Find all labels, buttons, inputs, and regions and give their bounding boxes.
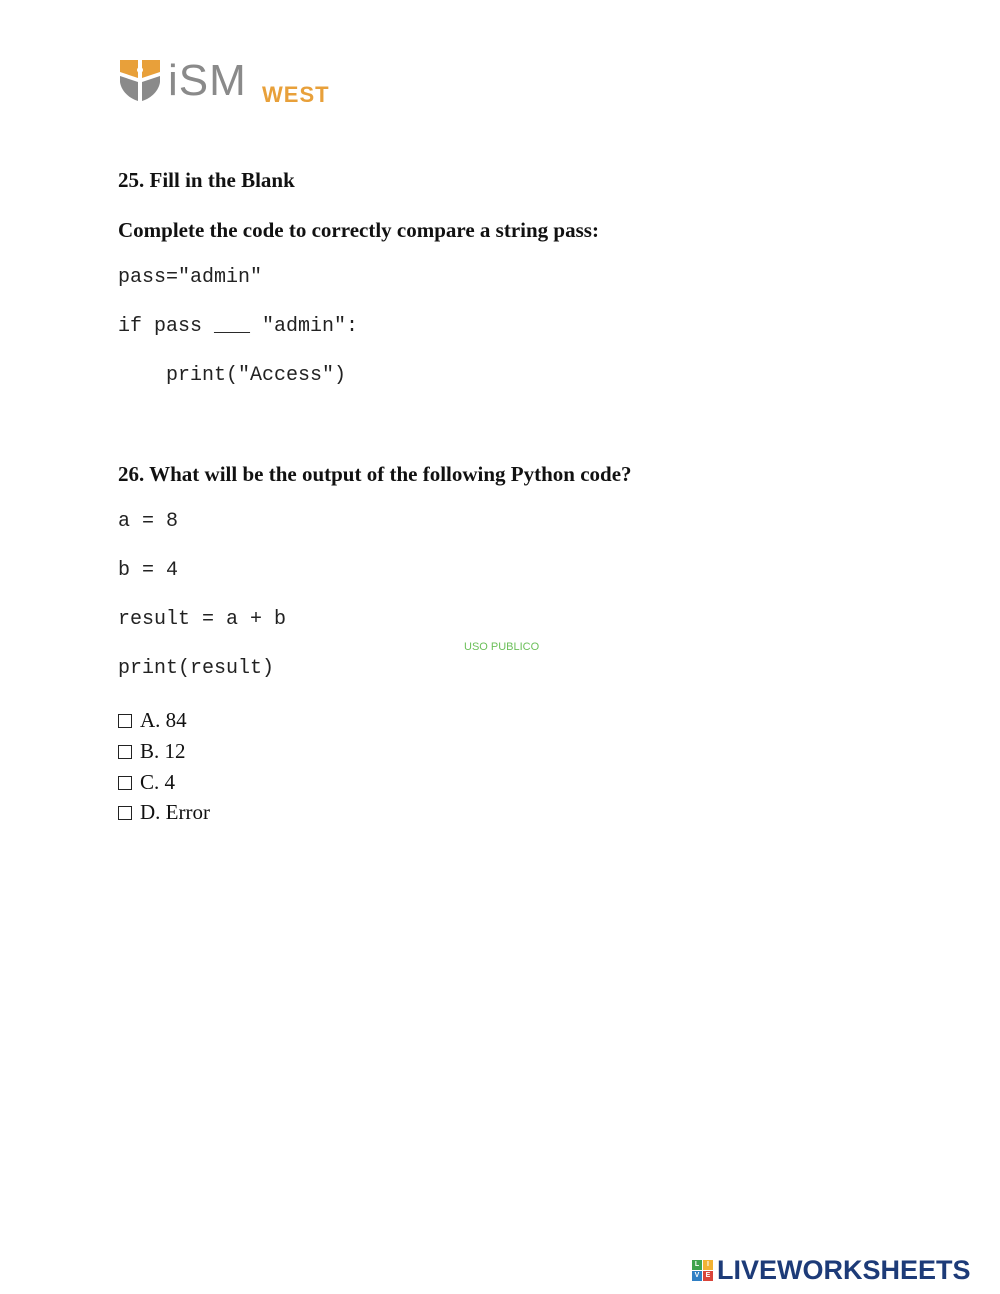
ism-shield-icon [118,58,162,102]
ism-west-logo [118,58,338,106]
uso-publico-watermark: USO PUBLICO [464,641,540,653]
checkbox-icon[interactable] [118,714,132,728]
option-d-label: D. Error [140,800,210,824]
q26-code-line-2: b = 4 [118,559,179,582]
q26-code-line-1: a = 8 [118,510,179,533]
liveworksheets-logo[interactable] [692,1254,971,1286]
option-b[interactable] [118,739,186,764]
option-b-label: B. 12 [140,739,186,763]
option-d[interactable] [118,800,210,825]
liveworksheets-grid-icon: L I V E [692,1260,713,1281]
q25-code-line-1: pass="admin" [118,266,263,289]
q25-code-line-2: if pass ___ "admin": [118,315,359,338]
checkbox-icon[interactable] [118,745,132,759]
checkbox-icon[interactable] [118,806,132,820]
question-25-title: 25. Fill in the Blank [118,168,295,192]
option-a-label: A. 84 [140,708,187,732]
logo-ism-text: iSM [168,56,247,105]
question-26-title: 26. What will be the output of the following Python code? [118,462,632,486]
option-a[interactable] [118,708,187,733]
option-c[interactable] [118,770,175,795]
question-25-prompt: Complete the code to correctly compare a string pass: [118,218,599,242]
liveworksheets-text: LIVEWORKSHEETS [717,1254,971,1285]
q25-code-line-3: print("Access") [118,364,347,387]
option-c-label: C. 4 [140,770,176,794]
q26-code-line-3: result = a + b [118,608,287,631]
logo-west-text: WEST [262,82,330,107]
q26-code-line-4: print(result) [118,657,275,680]
checkbox-icon[interactable] [118,776,132,790]
